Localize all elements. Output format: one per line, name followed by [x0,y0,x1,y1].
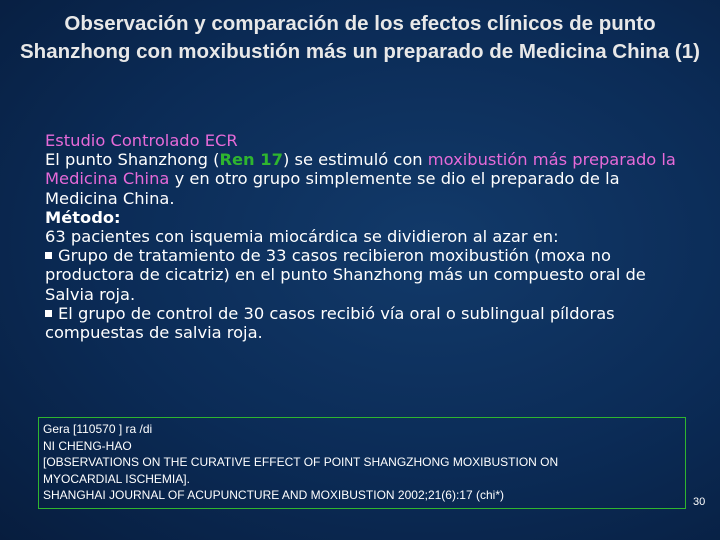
reference-line: [OBSERVATIONS ON THE CURATIVE EFFECT OF POINT SHANGZHONG MOXIBUSTION ON [43,455,559,469]
point-name: Ren 17 [219,150,283,170]
reference-box [38,417,686,509]
study-description: El punto Shanzhong (Ren 17) se estimuló con moxibustión más preparado la Medicina China y en otro grupo simplemente se dio el preparado de la Medicina China. [45,150,676,208]
slide-body [45,131,695,342]
slide-title: Observación y comparación de los efectos clínicos de punto Shanzhong con moxibustión más un preparado de Medicina China (1) [20,12,700,63]
bullet-icon [45,310,52,317]
study-type: Estudio Controlado ECR [45,131,238,150]
method-text: 63 pacientes con isquemia miocárdica se dividieron al azar en: [45,227,559,247]
bullet-item-treatment: Grupo de tratamiento de 33 casos recibieron moxibustión (moxa no productora de cicatriz) en el punto Shanzhong más un compuesto oral de Salvia roja. [45,246,646,304]
reference-line: MYOCARDIAL ISCHEMIA]. [43,471,190,486]
reference-line: Gera [110570 ] ra /di [43,422,153,436]
reference-line: SHANGHAI JOURNAL OF ACUPUNCTURE AND MOXIBUSTION 2002;21(6):17 (chi*) [43,488,504,502]
treatment-highlight: moxibustión más preparado la Medicina China [45,150,676,189]
reference-line: NI CHENG-HAO [43,438,132,453]
bullet-icon [45,252,52,259]
bullet-item-control: El grupo de control de 30 casos recibió vía oral o sublingual píldoras compuestas de salvia roja. [45,303,615,343]
page-number: 30 [693,496,706,508]
method-label: Método: [45,207,121,227]
